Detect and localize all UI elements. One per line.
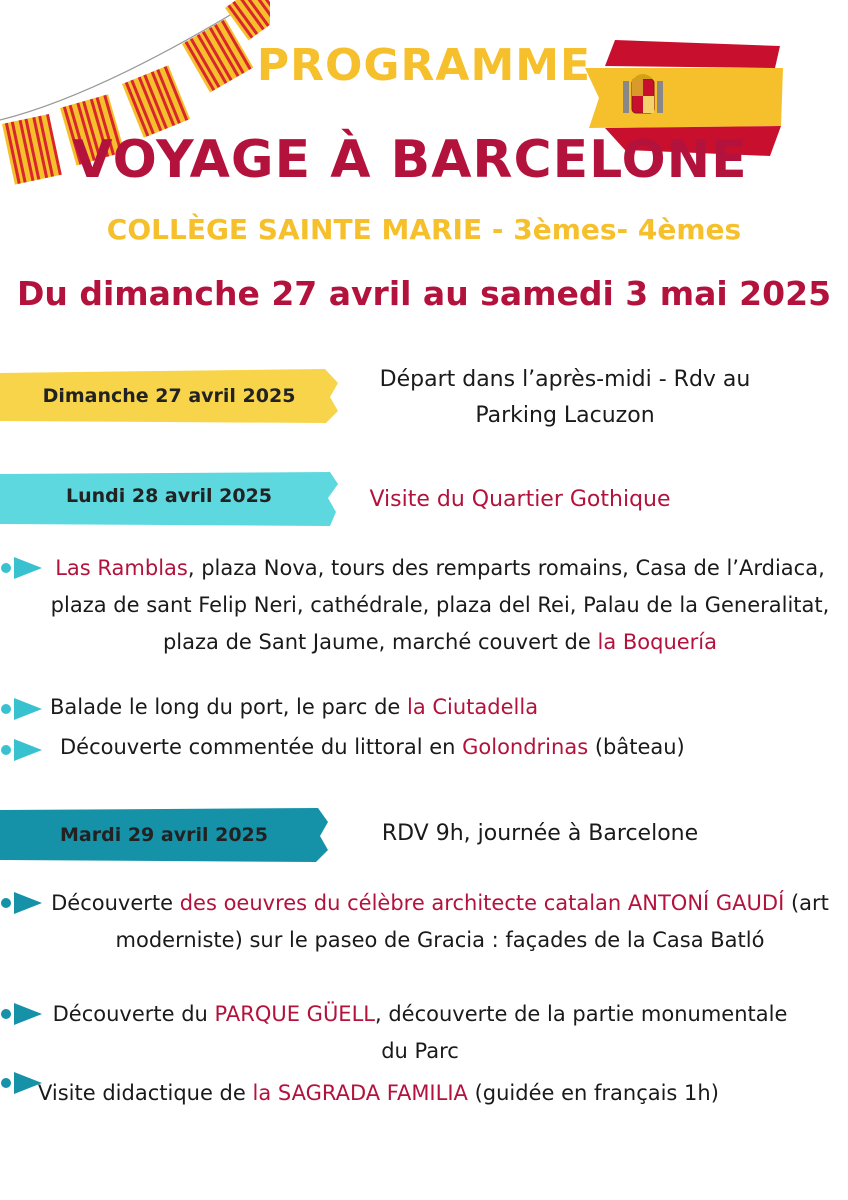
- sunday-description: [340, 362, 790, 434]
- item-text: Balade le long du port, le parc de: [50, 695, 407, 719]
- day-badge-tuesday: [0, 808, 328, 862]
- item-text: Découverte: [51, 891, 180, 915]
- item-text: Visite didactique de: [38, 1081, 253, 1105]
- tuesday-description: RDV 9h, journée à Barcelone: [381, 821, 699, 846]
- school-subtitle: COLLÈGE SAINTE MARIE - 3èmes- 4èmes: [106, 213, 742, 246]
- item-text: (art moderniste) sur le paseo de Gracia : façades de la Casa Batló: [115, 891, 829, 952]
- tuesday-item-1: [40, 885, 840, 959]
- item-text: (bâteau): [588, 735, 685, 759]
- arrow-bullet-icon: [0, 1001, 44, 1027]
- highlight: la Boquería: [597, 630, 718, 654]
- item-text: (guidée en français 1h): [467, 1081, 719, 1105]
- day-label-sunday: Dimanche 27 avril 2025: [42, 385, 296, 407]
- arrow-bullet-icon: [0, 696, 44, 722]
- highlight: PARQUE GÜELL: [214, 1002, 375, 1026]
- arrow-bullet-icon: [0, 737, 44, 763]
- highlight: Golondrinas: [462, 735, 589, 759]
- programme-heading: PROGRAMME: [256, 40, 592, 91]
- sunday-desc-line2: Parking Lacuzon: [475, 403, 655, 428]
- day-badge-sunday: [0, 369, 338, 423]
- tuesday-item-3: [38, 1075, 838, 1112]
- highlight: Las Ramblas: [55, 556, 188, 580]
- item-text: , découverte de la partie monumentale du Parc: [374, 1002, 788, 1063]
- highlight: la SAGRADA FAMILIA: [252, 1081, 468, 1105]
- page-title: VOYAGE À BARCELONE: [72, 130, 748, 190]
- highlight: la Ciutadella: [407, 695, 539, 719]
- arrow-bullet-icon: [0, 555, 44, 581]
- arrow-bullet-icon: [0, 890, 44, 916]
- item-text: , plaza Nova, tours des remparts romains, Casa de l’Ardiaca, plaza de sant Felip Neri, cathédrale, plaza del Rei, Palau de la Generalitat, plaza de Sant Jaume, marché couvert de: [50, 556, 830, 654]
- monday-item-3: [60, 729, 760, 766]
- item-text: Découverte du: [52, 1002, 215, 1026]
- trip-dates: Du dimanche 27 avril au samedi 3 mai 2025: [16, 274, 832, 313]
- sunday-desc-line1: Départ dans l’après-midi - Rdv au: [379, 367, 751, 392]
- monday-item-2: [50, 689, 620, 726]
- monday-item-1: [50, 550, 830, 661]
- tuesday-item-2: [40, 996, 800, 1070]
- day-badge-monday: [0, 472, 338, 526]
- monday-description: Visite du Quartier Gothique: [369, 487, 671, 512]
- highlight: des oeuvres du célèbre architecte catalan ANTONÍ GAUDÍ: [179, 891, 785, 915]
- day-label-monday: Lundi 28 avril 2025: [65, 485, 273, 507]
- item-text: Découverte commentée du littoral en: [60, 735, 463, 759]
- day-label-tuesday: Mardi 29 avril 2025: [60, 824, 268, 846]
